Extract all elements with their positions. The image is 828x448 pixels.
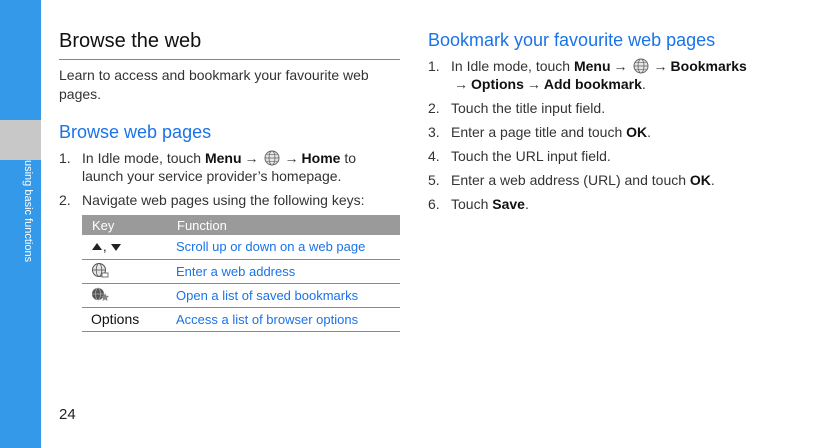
key-cell-options: Options bbox=[82, 307, 167, 331]
home-label: Home bbox=[301, 150, 341, 166]
globe-address-icon bbox=[91, 262, 109, 281]
keys-table bbox=[82, 215, 400, 332]
bookmark-step-1: 1. In Idle mode, touch Menu → → Bookmarks → Options → Add bookmark. bbox=[428, 58, 747, 92]
bookmarks-label: Bookmarks bbox=[670, 58, 747, 74]
section-heading-bookmark: Bookmark your favourite web pages bbox=[428, 30, 716, 50]
key-cell-scroll: , bbox=[82, 235, 167, 259]
down-arrow-icon bbox=[110, 240, 122, 255]
table-row bbox=[82, 235, 400, 259]
table-row bbox=[82, 259, 400, 283]
bookmark-steps bbox=[428, 57, 808, 213]
browse-steps bbox=[59, 149, 400, 209]
browse-step-2: 2. Navigate web pages using the following keys: bbox=[59, 192, 365, 208]
page-title: Browse the web bbox=[59, 30, 400, 60]
ok-label: OK bbox=[626, 124, 648, 140]
web-globe-icon bbox=[264, 150, 280, 166]
table-row bbox=[82, 283, 400, 307]
section-heading-browse: Browse web pages bbox=[59, 122, 212, 142]
side-section-label-text: using basic functions bbox=[22, 160, 34, 263]
bookmark-step-3: 3. Enter a page title and touch OK. bbox=[428, 124, 652, 140]
page-number: 24 bbox=[59, 406, 76, 423]
web-globe-icon bbox=[633, 58, 649, 74]
options-label: Options bbox=[471, 76, 524, 92]
side-tab-marker bbox=[0, 120, 41, 160]
function-cell: Open a list of saved bookmarks bbox=[167, 283, 400, 307]
add-bookmark-label: Add bookmark bbox=[543, 76, 642, 92]
menu-label: Menu bbox=[573, 58, 611, 74]
up-arrow-icon bbox=[91, 240, 103, 255]
key-cell-bookmarks bbox=[82, 283, 167, 307]
right-column bbox=[428, 30, 808, 219]
intro-text: Learn to access and bookmark your favourite web pages. bbox=[59, 67, 369, 102]
bookmark-globe-icon bbox=[91, 286, 109, 305]
header-function: Function bbox=[167, 215, 400, 235]
left-column bbox=[59, 30, 400, 332]
table-row bbox=[82, 307, 400, 331]
bookmark-step-5: 5. Enter a web address (URL) and touch OK. bbox=[428, 172, 715, 188]
function-cell: Scroll up or down on a web page bbox=[167, 235, 400, 259]
key-cell-address bbox=[82, 259, 167, 283]
bookmark-step-6: 6. Touch Save. bbox=[428, 196, 529, 212]
bookmark-step-4: 4. Touch the URL input field. bbox=[428, 148, 611, 164]
save-label: Save bbox=[492, 196, 525, 212]
menu-label: Menu bbox=[204, 150, 242, 166]
side-section-label bbox=[20, 160, 40, 280]
keys-table-header bbox=[82, 215, 400, 235]
function-cell: Enter a web address bbox=[167, 259, 400, 283]
function-cell: Access a list of browser options bbox=[167, 307, 400, 331]
ok-label: OK bbox=[689, 172, 711, 188]
header-key: Key bbox=[82, 215, 167, 235]
bookmark-step-2: 2. Touch the title input field. bbox=[428, 100, 606, 116]
browse-step-1: 1. In Idle mode, touch Menu → → Home to launch your service provider’s homepage. bbox=[59, 150, 357, 184]
